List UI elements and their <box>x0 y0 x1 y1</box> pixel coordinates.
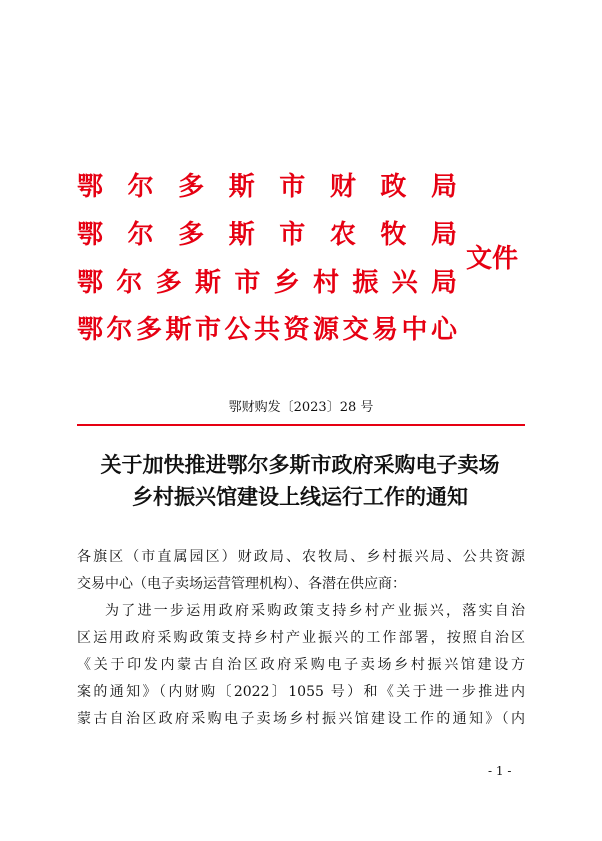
body-line: 区运用政府采购政策支持乡村产业振兴的工作部署，按照自治区 <box>77 630 525 646</box>
body-line: 蒙古自治区政府采购电子卖场乡村振兴馆建设工作的通知》（内 <box>77 711 525 727</box>
red-divider <box>77 424 525 426</box>
body-line: 为了进一步运用政府采购政策支持乡村产业振兴，落实自治 <box>105 603 525 619</box>
body-line: 《关于印发内蒙古自治区政府采购电子卖场乡村振兴馆建设方 <box>77 657 525 673</box>
file-label: 文件 <box>466 244 519 274</box>
title-line-2: 乡村振兴馆建设上线运行工作的通知 <box>132 484 468 509</box>
document-number: 鄂财购发〔2023〕28 号 <box>228 400 374 415</box>
issuer-agriculture-bureau: 鄂尔多斯市农牧局 <box>77 220 457 250</box>
page-number: - 1 - <box>488 764 512 778</box>
issuer-rural-revitalization-bureau: 鄂尔多斯市乡村振兴局 <box>77 268 457 298</box>
body-line: 各旗区（市直属园区）财政局、农牧局、乡村振兴局、公共资源 <box>77 549 525 565</box>
body-line: 交易中心（电子卖场运营管理机构）、各潜在供应商： <box>77 576 406 592</box>
title-line-1: 关于加快推进鄂尔多斯市政府采购电子卖场 <box>100 452 500 477</box>
issuer-finance-bureau: 鄂尔多斯市财政局 <box>77 172 457 202</box>
body-line: 案的通知》（内财购〔2022〕1055 号）和《关于进一步推进内 <box>77 684 525 700</box>
issuer-public-resources-center: 鄂尔多斯市公共资源交易中心 <box>77 315 457 345</box>
